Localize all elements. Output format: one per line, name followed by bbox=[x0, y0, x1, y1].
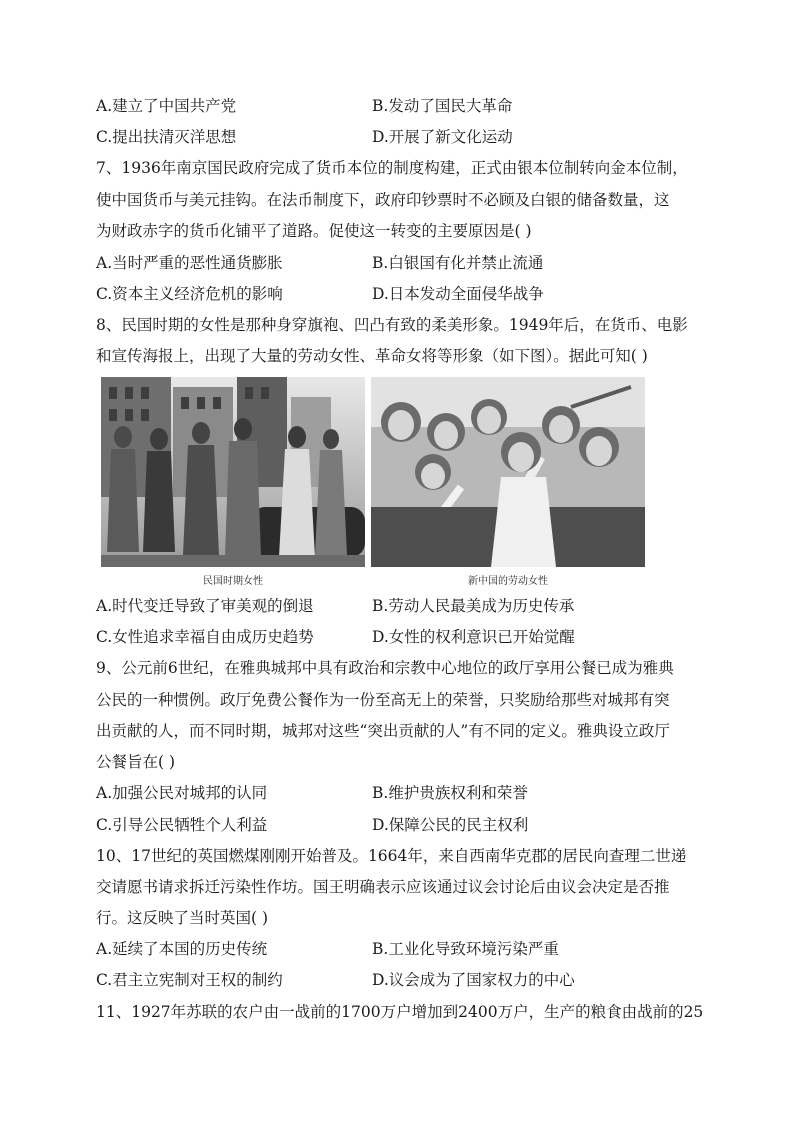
caption-republic-era-women: 民国时期女性 bbox=[203, 576, 263, 587]
q10-stem-line-3: 行。这反映了当时英国( ) bbox=[96, 909, 269, 927]
q11-stem-line-1: 11、1927年苏联的农户由一战前的1700万户增加到2400万户，生产的粮食由战前的25 bbox=[96, 1003, 704, 1021]
q9-option-a: A.加强公民对城邦的认同 bbox=[96, 784, 268, 802]
q7-stem-line-2: 使中国货币与美元挂钩。在法币制度下，政府印钞票时不必顾及白银的储备数量，这 bbox=[96, 191, 670, 209]
q10-option-a: A.延续了本国的历史传统 bbox=[96, 940, 268, 958]
q9-stem-line-2: 公民的一种惯例。政厅免费公餐作为一份至高无上的荣誉，只奖励给那些对城邦有突 bbox=[96, 691, 670, 709]
q7-option-c: C.资本主义经济危机的影响 bbox=[96, 285, 283, 303]
q10-stem-line-2: 交请愿书请求拆迁污染性作坊。国王明确表示应该通过议会讨论后由议会决定是否推 bbox=[96, 878, 670, 896]
q6-option-d: D.开展了新文化运动 bbox=[372, 128, 513, 146]
photo-new-china-labor-women bbox=[371, 377, 645, 567]
q8-option-d: D.女性的权利意识已开始觉醒 bbox=[372, 628, 575, 646]
photo-republic-era-women bbox=[101, 377, 365, 567]
caption-new-china-labor-women: 新中国的劳动女性 bbox=[468, 576, 548, 587]
q7-stem-line-1: 7、1936年南京国民政府完成了货币本位的制度构建，正式由银本位制转向金本位制， bbox=[96, 159, 688, 177]
q8-option-b: B.劳动人民最美成为历史传承 bbox=[372, 597, 575, 615]
q6-option-c: C.提出扶清灭洋思想 bbox=[96, 128, 237, 146]
q8-stem-line-2: 和宣传海报上，出现了大量的劳动女性、革命女将等形象（如下图）。据此可知( ) bbox=[96, 347, 648, 365]
q7-option-b: B.白银国有化并禁止流通 bbox=[372, 254, 544, 272]
q10-option-c: C.君主立宪制对王权的制约 bbox=[96, 971, 283, 989]
q10-stem-line-1: 10、17世纪的英国燃煤刚刚开始普及。1664年，来自西南华克郡的居民向查理二世递 bbox=[96, 847, 687, 865]
q9-stem-line-1: 9、公元前6世纪，在雅典城邦中具有政治和宗教中心地位的政厅享用公餐已成为雅典 bbox=[96, 659, 674, 677]
q9-option-b: B.维护贵族权利和荣誉 bbox=[372, 784, 528, 802]
q7-option-a: A.当时严重的恶性通货膨胀 bbox=[96, 254, 283, 272]
q9-option-c: C.引导公民牺牲个人利益 bbox=[96, 816, 268, 834]
q8-option-a: A.时代变迁导致了审美观的倒退 bbox=[96, 597, 314, 615]
q7-option-d: D.日本发动全面侵华战争 bbox=[372, 285, 544, 303]
q9-stem-line-3: 出贡献的人，而不同时期，城邦对这些“突出贡献的人”有不同的定义。雅典设立政厅 bbox=[96, 722, 670, 740]
q6-option-b: B.发动了国民大革命 bbox=[372, 97, 513, 115]
q7-stem-line-3: 为财政赤字的货币化铺平了道路。促使这一转变的主要原因是( ) bbox=[96, 222, 532, 240]
q9-option-d: D.保障公民的民主权利 bbox=[372, 816, 529, 834]
q10-option-d: D.议会成为了国家权力的中心 bbox=[372, 971, 575, 989]
q8-stem-line-1: 8、民国时期的女性是那种身穿旗袍、凹凸有致的柔美形象。1949年后，在货币、电影 bbox=[96, 316, 688, 334]
q8-option-c: C.女性追求幸福自由成历史趋势 bbox=[96, 628, 314, 646]
q6-option-a: A.建立了中国共产党 bbox=[96, 97, 237, 115]
q9-stem-line-4: 公餐旨在( ) bbox=[96, 753, 176, 771]
q10-option-b: B.工业化导致环境污染严重 bbox=[372, 940, 559, 958]
